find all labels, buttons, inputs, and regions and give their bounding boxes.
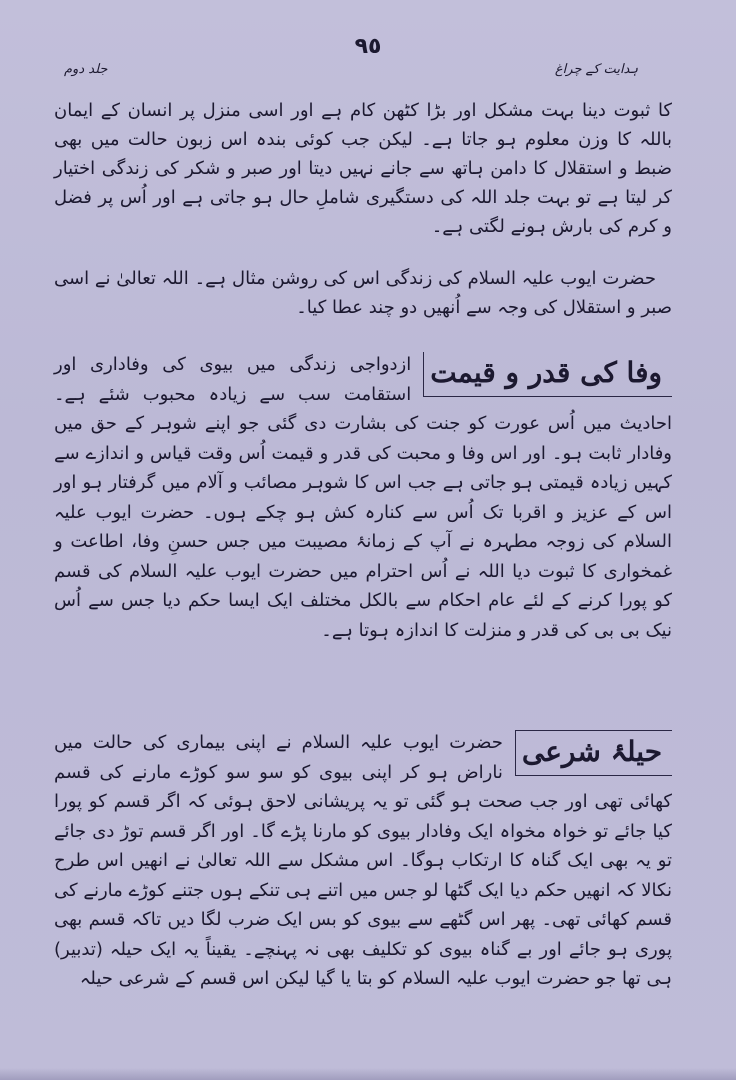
volume-label: جلد دوم xyxy=(64,62,108,77)
section-heading-wafa: وفا کی قدر و قیمت xyxy=(423,352,672,397)
page-number: ٩٥ xyxy=(354,34,382,59)
ayub-example-paragraph: حضرت ایوب علیہ السلام کی زندگی اس کی روشن مثال ہے۔ اللہ تعالیٰ نے اسی صبر و استقلال کی وجہ سے اُنھیں دو چند عطا کیا۔ xyxy=(54,268,672,318)
intro-paragraph: کا ثبوت دینا بہت مشکل اور بڑا کٹھن کام ہے اور اسی منزل پر انسان کے ایمان باللہ کا وزن معلوم ہو جاتا ہے۔ لیکن جب کوئی بندہ اس زبون حالت میں بھی ضبط و استقلال کا دامن ہاتھ سے جانے نہیں دیتا اور صبر و شکر کی زندگی اختیار کر لیتا ہے تو بہت جلد اللہ کی دستگیری شاملِ حال ہو جاتی ہے اور اُس پر فضل و کرم کی بارش ہونے لگتی ہے۔ xyxy=(54,100,672,237)
page-edge-shadow xyxy=(0,1068,736,1080)
book-title: ہدایت کے چراغ xyxy=(554,62,638,77)
section-wafa-text: ازدواجی زندگی میں بیوی کی وفاداری اور استقامت سب سے زیادہ محبوب شئے ہے۔ احادیث میں اُس عورت کو جنت کی بشارت دی گئی جو اپنے شوہر کے حق میں وفادار ثابت ہو۔ اور اس وفا و محبت کی قدر و قیمت اُس وقت قیاس و اندازے سے کہیں زیادہ قیمتی ہو جاتی ہے جب اس کا شوہر مصائب و آلام میں گرفتار ہو اور اس کے عزیز و اقربا تک اُس سے کنارہ کش ہو چکے ہوں۔ حضرت ایوب علیہ السلام کی زوجہ مطہرہ نے آپ کے زمانۂ مصیبت میں جس حسنِ وفا، اطاعت و غمخواری کا ثبوت دیا اللہ نے اُس احترام میں حضرت ایوب علیہ السلام کی قسم کو پورا کرنے کے لئے عام احکام سے بالکل مختلف ایک ایسا حکم دیا جس سے اُس نیک بی بی کی قدر و منزلت کا اندازہ ہوتا ہے۔ xyxy=(54,354,672,641)
section-heela-text: حضرت ایوب علیہ السلام نے اپنی بیماری کی حالت میں ناراض ہو کر اپنی بیوی کو سو سو کوڑے مارنے کی قسم کھائی تھی اور جب صحت ہو گئی تو یہ پریشانی لاحق ہوئی کہ اگر قسم کو پورا کیا جائے تو خواہ مخواہ ایک وفادار بیوی کو مارنا پڑے گا۔ اور اگر قسم توڑ دی جائے تو یہ بھی ایک گناہ کا ارتکاب ہوگا۔ اس مشکل سے اللہ تعالیٰ نے انھیں اس طرح نکالا کہ انھیں حکم دیا ایک گٹھا لو جس میں اتنے ہی تنکے ہوں جتنے کوڑے مارنے کی قسم کھائی تھی۔ پھر اس گٹھے سے بیوی کو بس ایک ضرب لگا دیں تاکہ قسم بھی پوری ہو جائے اور بے گناہ بیوی کو تکلیف بھی نہ پہنچے۔ یقیناً یہ ایک حیلہ (تدبیر) ہی تھا جو حضرت ایوب علیہ السلام کو بتا یا گیا لیکن اس قسم کے شرعی حیلہ xyxy=(54,732,672,989)
running-head xyxy=(64,62,638,77)
section-wafa xyxy=(54,350,672,645)
section-heading-heela: حیلۂ شرعی xyxy=(515,730,672,776)
intro-text xyxy=(54,96,672,322)
section-heela xyxy=(54,728,672,994)
